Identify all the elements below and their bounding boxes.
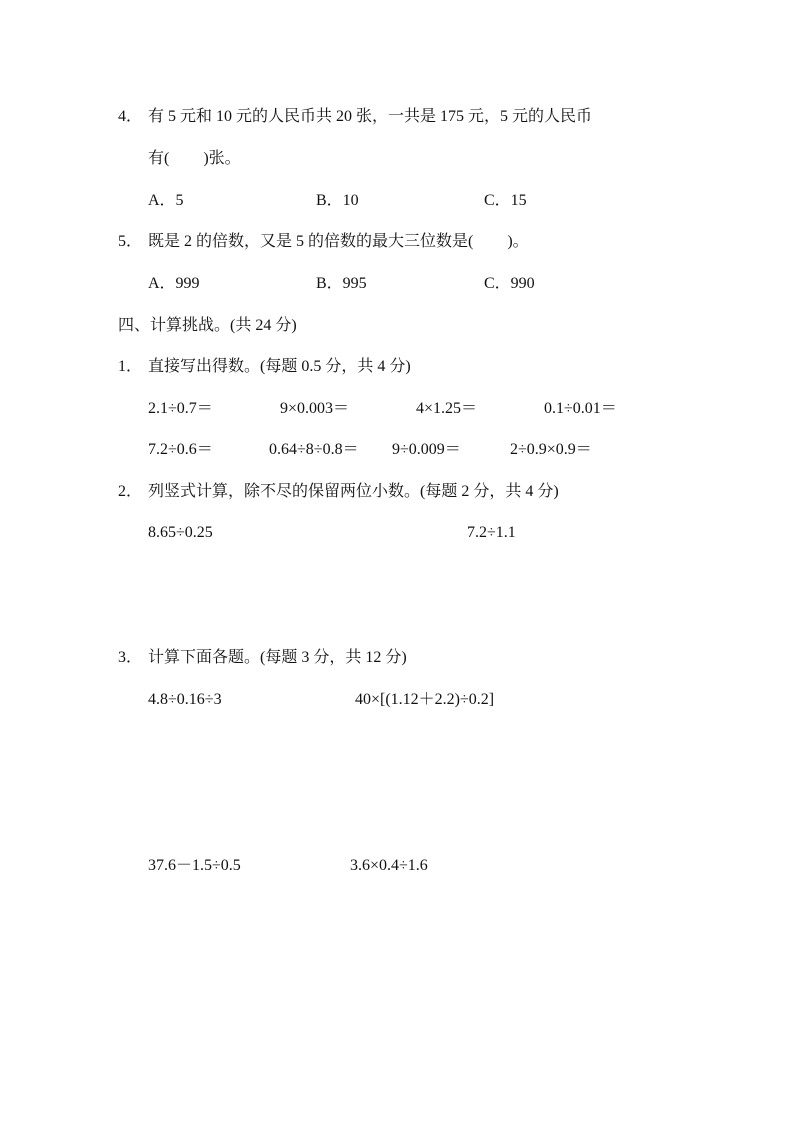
- question-4-line2: [148, 149, 241, 169]
- part-2-title: 列竖式计算，除不尽的保留两位小数。(每题 2 分，共 4 分): [148, 483, 559, 500]
- question-5-text-suffix: )。: [507, 233, 529, 250]
- question-4-option-a[interactable]: A．5: [148, 192, 184, 209]
- calc-item: 3.6×0.4÷1.6: [350, 857, 428, 874]
- calc-item: 40×[(1.12＋2.2)÷0.2]: [355, 691, 495, 708]
- question-4-text-suffix: )张。: [203, 150, 241, 167]
- question-5-number: 5．: [118, 233, 143, 250]
- oral-calc-item: 2.1÷0.7＝: [148, 400, 213, 417]
- part-3-number: 3．: [118, 649, 143, 666]
- part-2-heading: [118, 482, 559, 502]
- part-3-heading: [118, 648, 407, 668]
- question-5-text-prefix: 既是 2 的倍数，又是 5 的倍数的最大三位数是(: [148, 233, 474, 250]
- question-4-text: 有 5 元和 10 元的人民币共 20 张，一共是 175 元，5 元的人民币: [148, 108, 593, 125]
- part-1-heading: [118, 357, 411, 377]
- oral-calc-item: 4×1.25＝: [416, 400, 478, 417]
- calc-item: 4.8÷0.16÷3: [148, 691, 222, 708]
- oral-calc-item: 0.64÷8÷0.8＝: [269, 441, 359, 458]
- question-5-option-b[interactable]: B．995: [316, 275, 367, 292]
- part-1-number: 1．: [118, 358, 143, 375]
- calc-item: 37.6－1.5÷0.5: [148, 857, 241, 874]
- oral-calc-item: 9×0.003＝: [280, 400, 350, 417]
- part-1-title: 直接写出得数。(每题 0.5 分，共 4 分): [148, 358, 411, 375]
- oral-calc-item: 0.1÷0.01＝: [544, 400, 617, 417]
- question-4-option-b[interactable]: B．10: [316, 192, 359, 209]
- part-2-number: 2．: [118, 483, 143, 500]
- oral-calc-item: 2÷0.9×0.9＝: [510, 441, 592, 458]
- oral-calc-item: 7.2÷0.6＝: [148, 441, 213, 458]
- vertical-calc-item: 7.2÷1.1: [467, 524, 516, 541]
- section-4-title: 四、计算挑战。(共 24 分): [118, 317, 297, 334]
- question-4-line1: [118, 107, 592, 127]
- question-4-text-prefix: 有(: [148, 150, 170, 167]
- question-4-number: 4．: [118, 108, 143, 125]
- question-5-option-a[interactable]: A．999: [148, 275, 200, 292]
- question-5-option-c[interactable]: C．990: [484, 275, 535, 292]
- vertical-calc-item: 8.65÷0.25: [148, 524, 213, 541]
- question-5-line: [118, 232, 529, 252]
- question-4-option-c[interactable]: C．15: [484, 192, 527, 209]
- part-3-title: 计算下面各题。(每题 3 分，共 12 分): [148, 649, 407, 666]
- oral-calc-item: 9÷0.009＝: [392, 441, 461, 458]
